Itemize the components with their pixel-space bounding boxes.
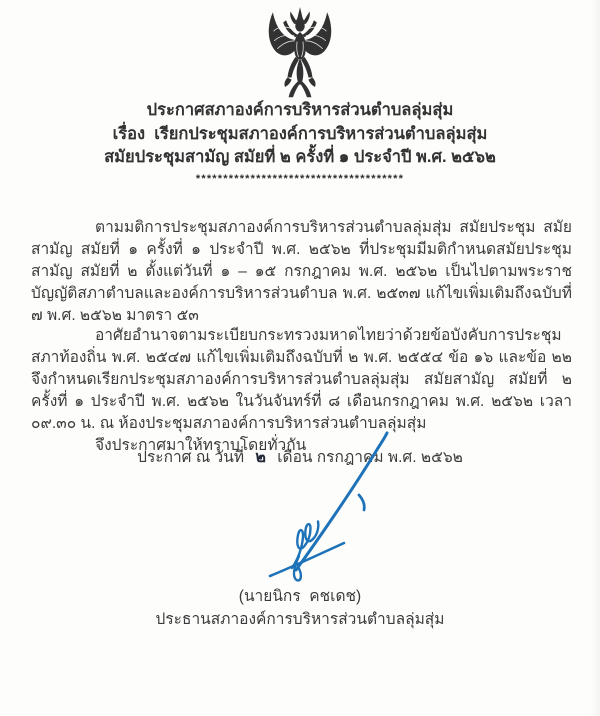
date-day-value: ๒ [255,449,266,466]
paragraph-authority: อาศัยอำนาจตามระเบียบกระทรวงมหาดไทยว่าด้วยข้อบังคับการประชุมสภาท้องถิ่น พ.ศ. ๒๕๔๗ แก้ไขเพิ่มเติมถึงฉบับที่ ๒ พ.ศ. ๒๕๕๔ ข้อ ๑๖ และข้อ ๒๒ จึงกำหนดเรียกประชุมสภาองค์การบริหารส่วนตำบลลุ่มสุ่ม สมัยสามัญ สมัยที่ ๒ ครั้งที่ ๑ ประจำปี พ.ศ. ๒๕๖๒ ในวันจันทร์ที่ ๘ เดือนกรกฎาคม พ.ศ. ๒๕๖๒ เวลา ๐๙.๓๐ น. ณ ห้องประชุมสภาองค์การบริหารส่วนตำบลลุ่มสุ่ม [31,326,572,432]
signature-ink [258,426,418,591]
title-line-1: ประกาศสภาองค์การบริหารส่วนตำบลลุ่มสุ่ม [146,101,454,119]
garuda-emblem-icon [256,6,344,107]
title-line-2: เรื่อง เรียกประชุมสภาองค์การบริหารส่วนตำบลลุ่มสุ่ม [112,124,488,143]
asterisk-divider: ************************************** [195,172,405,185]
title-line-3: สมัยประชุมสามัญ สมัยที่ ๒ ครั้งที่ ๑ ประจำปี พ.ศ. ๒๕๖๒ [104,148,496,166]
paragraph-resolution: ตามมติการประชุมสภาองค์การบริหารส่วนตำบลลุ่มสุ่ม สมัยประชุม สมัยสามัญ สมัยที่ ๑ ครั้งที่ ๑ ประจำปี พ.ศ. ๒๕๖๒ ที่ประชุมมีมติกำหนดสมัยประชุมสามัญ สมัยที่ ๒ ตั้งแต่วันที่ ๑ – ๑๕ กรกฎาคม พ.ศ. ๒๕๖๒ เป็นไปตามพระราชบัญญัติสภาตำบลและองค์การบริหารส่วนตำบล พ.ศ. ๒๕๓๗ แก้ไขเพิ่มเติมถึงฉบับที่ ๗ พ.ศ. ๒๕๖๒ มาตรา ๕๓ [31,218,572,324]
date-prefix: ประกาศ ณ วันที่ [137,449,245,466]
signatory-position: ประธานสภาองค์การบริหารส่วนตำบลลุ่มสุ่ม [155,611,445,628]
paragraph-closing: จึงประกาศมาให้ทราบโดยทั่วกัน [95,436,307,454]
date-suffix: เดือน กรกฎาคม พ.ศ. ๒๕๖๒ [277,449,463,466]
document-title-block [0,99,600,185]
signatory-name: (นายนิกร คชเดช) [238,588,362,605]
